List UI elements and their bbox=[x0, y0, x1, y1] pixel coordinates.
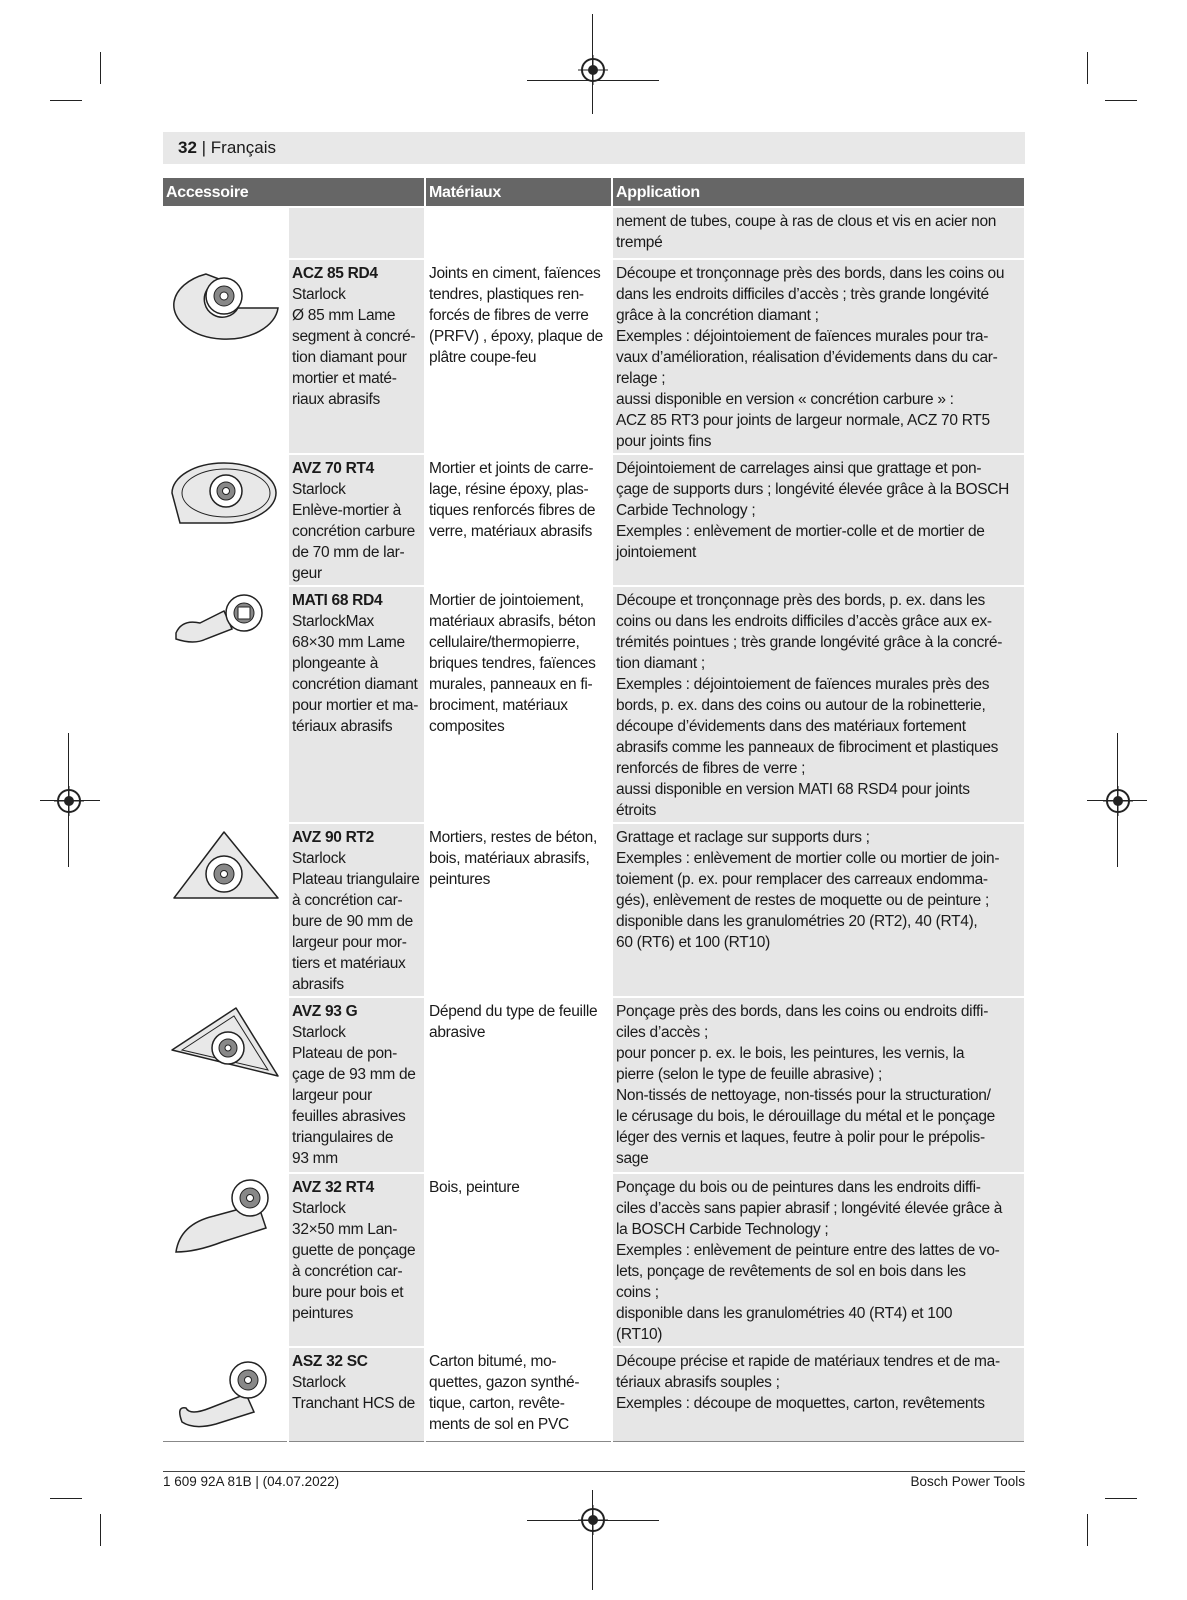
accessory-brand: Starlock bbox=[292, 850, 346, 867]
page-header bbox=[163, 132, 1025, 164]
accessory-code: AVZ 70 RT4 bbox=[292, 460, 374, 477]
application-text: Découpe et tronçonnage près des bords, p. ex. dans les coins ou dans les endroits difficiles d’accès grâce aux ex- trémités pointues ; très grande longévité grâce à la concré- tion diamant ; Exemples : déjointoiement de faïences murales près des bords, p. ex. dans des coins ou autour de la robinetterie, découpe d’évidements dans des matériaux fortement abrasifs comme les panneaux de fibrociment et plastiques renforcés de fibres de verre ; aussi disponible en version MATI 68 RSD4 pour joints étroits bbox=[616, 592, 1003, 819]
crop-mark bbox=[100, 1514, 101, 1546]
application-text: Découpe précise et rapide de matériaux tendres et de ma- tériaux abrasifs souples ; Exemples : découpe de moquettes, carton, revêtements bbox=[616, 1353, 1000, 1412]
table-row bbox=[163, 207, 1025, 259]
materials-text: Mortier de jointoiement, matériaux abrasifs, béton cellulaire/thermopierre, briques tendres, faïences murales, panneaux en fi- brociment, matériaux composites bbox=[429, 592, 596, 735]
application-text: Ponçage du bois ou de peintures dans les endroits diffi- ciles d’accès sans papier abrasif ; longévité élevée grâce à la BOSCH Carbide Technology ; Exemples : enlèvement de peinture entre des lattes de vo- lets, ponçage de revêtements de sol en bois dans les coins ; disponible dans les granulométries 40 (RT4) et 100 (RT10) bbox=[616, 1179, 1003, 1343]
accessory-image-cell bbox=[163, 1347, 288, 1441]
table-row bbox=[163, 586, 1025, 823]
footer-rule bbox=[163, 1471, 1025, 1472]
accessory-description: 32×50 mm Lan- guette de ponçage à concrétion car- bure pour bois et peintures bbox=[292, 1221, 416, 1322]
materials-text: Mortier et joints de carre- lage, résine époxy, plas- tiques renforcés fibres de verre, matériaux abrasifs bbox=[429, 460, 596, 540]
registration-mark-icon bbox=[54, 786, 84, 816]
accessory-code: MATI 68 RD4 bbox=[292, 592, 383, 609]
application-text: nement de tubes, coupe à ras de clous et vis en acier non trempé bbox=[616, 213, 997, 251]
registration-mark-icon bbox=[1103, 786, 1133, 816]
footer-right: Bosch Power Tools bbox=[910, 1474, 1025, 1489]
accessory-brand: Starlock bbox=[292, 1200, 346, 1217]
sanding-finger-icon bbox=[166, 1176, 284, 1260]
materials-cell bbox=[425, 207, 612, 259]
accessory-name-cell bbox=[288, 454, 425, 586]
crop-mark bbox=[1105, 1498, 1137, 1499]
materials-cell bbox=[425, 1173, 612, 1347]
application-text: Grattage et raclage sur supports durs ; Exemples : enlèvement de mortier colle ou mortier de join- toiement (p. ex. pour remplacer des carreaux endomma- gés), enlèvement de restes de moquette ou de peinture ; disponible dans les granulométries 20 (RT2), 40 (RT4), 60 (RT6) et 100 (RT10) bbox=[616, 829, 1000, 951]
materials-text: Bois, peinture bbox=[429, 1179, 520, 1196]
registration-mark-icon bbox=[578, 55, 608, 85]
column-header-materiaux: Matériaux bbox=[425, 178, 612, 207]
accessory-image-cell bbox=[163, 454, 288, 586]
application-text: Déjointoiement de carrelages ainsi que grattage et pon- çage de supports durs ; longévité élevée grâce à la BOSCH Carbide Technology ; Exemples : enlèvement de mortier-colle et de mortier de jointoiement bbox=[616, 460, 1010, 561]
accessory-description: 68×30 mm Lame plongeante à concrétion diamant pour mortier et ma- tériaux abrasifs bbox=[292, 634, 419, 735]
accessory-image-cell bbox=[163, 823, 288, 997]
table-row bbox=[163, 997, 1025, 1173]
application-cell bbox=[612, 207, 1025, 259]
accessory-brand: Starlock bbox=[292, 481, 346, 498]
accessory-name-cell bbox=[288, 997, 425, 1173]
crop-mark bbox=[100, 52, 101, 84]
accessory-image-cell bbox=[163, 207, 288, 259]
accessory-name-cell bbox=[288, 259, 425, 454]
application-cell bbox=[612, 1347, 1025, 1441]
table-row bbox=[163, 1347, 1025, 1441]
triangular-plate-icon bbox=[166, 826, 284, 906]
accessory-name-cell bbox=[288, 823, 425, 997]
table-row bbox=[163, 1173, 1025, 1347]
accessory-name-cell bbox=[288, 1347, 425, 1441]
registration-mark-icon bbox=[578, 1505, 608, 1535]
table-row bbox=[163, 259, 1025, 454]
materials-text: Mortiers, restes de béton, bois, matériaux abrasifs, peintures bbox=[429, 829, 597, 888]
application-text: Ponçage près des bords, dans les coins ou endroits diffi- ciles d’accès ; pour poncer p. ex. le bois, les peintures, les vernis, la pierre (selon le type de feuille abrasive) ; Non-tissés de nettoyage, non-tissés pour la structuration/ le cérusage du bois, le dérouillage du métal et le ponçage léger des vernis et laques, feutre à polir pour le prépolis- sage bbox=[616, 1003, 995, 1167]
accessory-description: Enlève-mortier à concrétion carbure de 70 mm de lar- geur bbox=[292, 502, 415, 582]
accessory-brand: Starlock bbox=[292, 1374, 346, 1391]
materials-cell bbox=[425, 454, 612, 586]
crop-mark bbox=[50, 1498, 82, 1499]
mortar-remover-icon bbox=[166, 457, 284, 531]
accessory-name-cell bbox=[288, 586, 425, 823]
application-cell bbox=[612, 823, 1025, 997]
table-row bbox=[163, 454, 1025, 586]
application-cell bbox=[612, 997, 1025, 1173]
materials-cell bbox=[425, 997, 612, 1173]
application-cell bbox=[612, 259, 1025, 454]
materials-cell bbox=[425, 823, 612, 997]
accessory-brand: Starlock bbox=[292, 286, 346, 303]
accessory-name-cell bbox=[288, 207, 425, 259]
materials-cell bbox=[425, 586, 612, 823]
footer-left: 1 609 92A 81B | (04.07.2022) bbox=[163, 1474, 340, 1489]
hcs-cutter-icon bbox=[166, 1350, 284, 1430]
accessory-image-cell bbox=[163, 586, 288, 823]
materials-cell bbox=[425, 259, 612, 454]
accessory-description: Plateau triangulaire à concrétion car- bure de 90 mm de largeur pour mor- tiers et matériaux abrasifs bbox=[292, 871, 420, 993]
accessory-code: ACZ 85 RD4 bbox=[292, 265, 378, 282]
materials-text: Carton bitumé, mo- quettes, gazon synthé- tique, carton, revête- ments de sol en PVC bbox=[429, 1353, 580, 1433]
table-row bbox=[163, 823, 1025, 997]
accessory-image-cell bbox=[163, 259, 288, 454]
accessory-image-cell bbox=[163, 1173, 288, 1347]
accessory-code: AVZ 90 RT2 bbox=[292, 829, 374, 846]
accessory-brand: Starlock bbox=[292, 1024, 346, 1041]
crop-mark bbox=[1105, 100, 1137, 101]
materials-cell bbox=[425, 1347, 612, 1441]
sanding-plate-icon bbox=[166, 1000, 284, 1086]
accessory-code: AVZ 93 G bbox=[292, 1003, 358, 1020]
header-separator: | bbox=[196, 138, 211, 157]
crop-mark bbox=[1087, 1514, 1088, 1546]
header-language: Français bbox=[210, 138, 276, 157]
table-header-row bbox=[163, 178, 1025, 207]
page-number: 32 bbox=[178, 138, 197, 157]
plunge-blade-icon bbox=[166, 589, 284, 649]
accessory-image-cell bbox=[163, 997, 288, 1173]
semicircle-segment-blade-icon bbox=[166, 262, 284, 342]
accessory-code: AVZ 32 RT4 bbox=[292, 1179, 374, 1196]
accessory-code: ASZ 32 SC bbox=[292, 1353, 368, 1370]
materials-text: Dépend du type de feuille abrasive bbox=[429, 1003, 598, 1041]
materials-text: Joints en ciment, faïences tendres, plastiques ren- forcés de fibres de verre (PRFV) , époxy, plaque de plâtre coupe-feu bbox=[429, 265, 603, 366]
accessory-name-cell bbox=[288, 1173, 425, 1347]
application-cell bbox=[612, 586, 1025, 823]
accessory-description: Tranchant HCS de bbox=[292, 1395, 415, 1412]
application-cell bbox=[612, 1173, 1025, 1347]
application-cell bbox=[612, 454, 1025, 586]
accessory-description: Ø 85 mm Lame segment à concré- tion diamant pour mortier et maté- riaux abrasifs bbox=[292, 307, 416, 408]
crop-mark bbox=[50, 100, 82, 101]
application-text: Découpe et tronçonnage près des bords, dans les coins ou dans les endroits difficiles d’accès ; très grande longévité grâce à la concrétion diamant ; Exemples : déjointoiement de faïences murales pour tra- vaux d’amélioration, réalisation d’évidements dans du car- relage ; aussi disponible en version « concrétion carbure » : ACZ 85 RT3 pour joints de largeur normale, ACZ 70 RT5 pour joints fins bbox=[616, 265, 1005, 450]
crop-mark bbox=[1087, 52, 1088, 84]
accessory-description: Plateau de pon- çage de 93 mm de largeur pour feuilles abrasives triangulaires de 93 mm bbox=[292, 1045, 416, 1167]
column-header-accessoire: Accessoire bbox=[163, 178, 425, 207]
accessory-brand: StarlockMax bbox=[292, 613, 374, 630]
column-header-application: Application bbox=[612, 178, 1025, 207]
accessory-table bbox=[163, 178, 1026, 1442]
